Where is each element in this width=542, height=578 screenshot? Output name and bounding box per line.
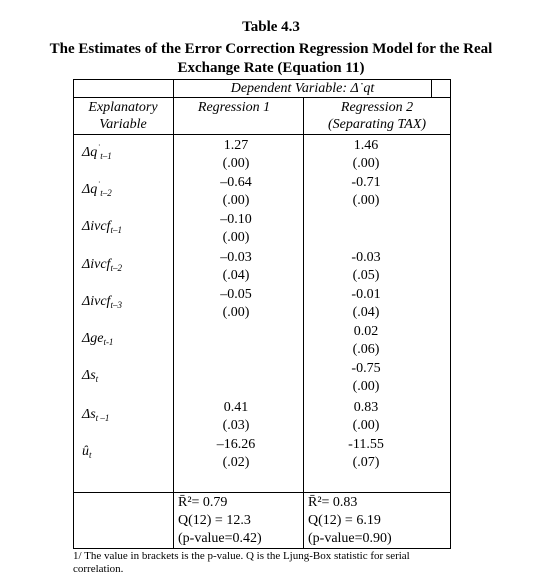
row-variable-label — [82, 289, 122, 313]
row-variable-label — [82, 177, 112, 201]
rule-stats-top — [73, 492, 450, 493]
table-number: Table 4.3 — [242, 19, 300, 35]
reg2-q12: Q(12) = 6.19 — [308, 513, 381, 528]
reg2-pvalue-cell: (.05) — [352, 268, 380, 283]
reg1-pvalue-cell: (.03) — [222, 418, 250, 433]
row-variable-label — [82, 363, 98, 387]
reg2-pvalue-cell: (.06) — [352, 342, 380, 357]
reg1-coefficient: –0.10 — [220, 212, 252, 227]
reg2-coefficient: -0.01 — [351, 287, 381, 302]
variable-dot: ˙ — [97, 180, 101, 190]
reg1-coefficient: 1.27 — [223, 138, 249, 153]
reg1-coefficient: –0.03 — [220, 250, 252, 265]
col-regression2-line2: (Separating TAX) — [327, 117, 427, 132]
reg2-rbar2: R̄²= 0.83 — [308, 495, 358, 510]
reg2-coefficient: -11.55 — [348, 437, 384, 452]
row-variable-label — [82, 140, 112, 164]
variable-subscript: t-1 — [103, 337, 114, 347]
rule-header-bottom — [73, 134, 450, 135]
reg1-coefficient: –0.05 — [220, 287, 252, 302]
variable-dot: ˙ — [97, 143, 101, 153]
reg1-q12: Q(12) = 12.3 — [178, 513, 251, 528]
footnote-line1: 1/ The value in brackets is the p-value. Q is the Ljung-Box statistic for serial — [73, 550, 410, 562]
reg2-pvalue-cell: (.00) — [352, 379, 380, 394]
variable-base: Δivcf — [82, 219, 111, 234]
col-explanatory-line1: Explanatory — [88, 100, 158, 115]
rule-top-full — [73, 79, 450, 80]
reg2-coefficient: 0.02 — [353, 324, 379, 339]
reg1-pvalue: (p-value=0.42) — [178, 531, 262, 546]
row-variable-label — [82, 439, 92, 463]
col-regression1: Regression 1 — [197, 100, 271, 115]
reg1-pvalue-cell: (.00) — [222, 156, 250, 171]
reg1-pvalue-cell: (.00) — [222, 305, 250, 320]
col-explanatory-line2: Variable — [99, 117, 147, 132]
row-variable-label — [82, 252, 122, 276]
reg2-pvalue-cell: (.00) — [352, 418, 380, 433]
variable-base: û — [82, 444, 89, 459]
variable-subscript: t–2 — [100, 188, 112, 198]
row-variable-label — [82, 326, 113, 350]
variable-base: Δivcf — [82, 294, 111, 309]
reg1-rbar2: R̄²= 0.79 — [178, 495, 228, 510]
rule-right-border — [450, 79, 451, 549]
variable-base: Δs — [82, 368, 96, 383]
variable-subscript: t — [89, 450, 92, 460]
rule-under-dependent — [73, 97, 450, 98]
reg2-pvalue: (p-value=0.90) — [308, 531, 392, 546]
variable-base: Δge — [82, 331, 104, 346]
reg2-coefficient: 0.83 — [353, 400, 379, 415]
reg2-coefficient: -0.03 — [351, 250, 381, 265]
variable-subscript: t–1 — [100, 151, 112, 161]
reg1-coefficient: –0.64 — [220, 175, 252, 190]
rule-left-border — [73, 79, 74, 549]
variable-subscript: t–3 — [110, 300, 122, 310]
variable-subscript: t–1 — [110, 225, 122, 235]
variable-base: Δq — [82, 145, 98, 160]
variable-base: Δq — [82, 182, 98, 197]
col-regression2-line1: Regression 2 — [340, 100, 414, 115]
reg1-coefficient: 0.41 — [223, 400, 249, 415]
reg2-pvalue-cell: (.07) — [352, 455, 380, 470]
dependent-variable-label: Dependent Variable: Δ˙qt — [230, 81, 375, 96]
rule-col-sep-1 — [173, 97, 174, 549]
table-title-line1: The Estimates of the Error Correction Regression Model for the Real — [49, 41, 493, 57]
reg2-pvalue-cell: (.00) — [352, 193, 380, 208]
variable-subscript: t–2 — [110, 263, 122, 273]
reg1-pvalue-cell: (.04) — [222, 268, 250, 283]
variable-subscript: t — [95, 374, 99, 384]
reg2-coefficient: -0.71 — [351, 175, 381, 190]
rule-bottom — [73, 548, 450, 549]
variable-base: Δivcf — [82, 257, 111, 272]
variable-base: Δs — [82, 407, 96, 422]
reg1-coefficient: –16.26 — [216, 437, 256, 452]
footnote-line2: correlation. — [73, 563, 124, 575]
reg1-pvalue-cell: (.00) — [222, 193, 250, 208]
variable-subscript: t –1 — [95, 413, 110, 423]
rule-dependent-right — [431, 79, 432, 98]
reg2-coefficient: 1.46 — [353, 138, 379, 153]
row-variable-label — [82, 214, 122, 238]
reg2-coefficient: -0.75 — [351, 361, 381, 376]
row-variable-label — [82, 402, 109, 426]
reg1-pvalue-cell: (.02) — [222, 455, 250, 470]
reg2-pvalue-cell: (.00) — [352, 156, 380, 171]
reg2-pvalue-cell: (.04) — [352, 305, 380, 320]
table-title-line2: Exchange Rate (Equation 11) — [177, 60, 365, 76]
reg1-pvalue-cell: (.00) — [222, 230, 250, 245]
